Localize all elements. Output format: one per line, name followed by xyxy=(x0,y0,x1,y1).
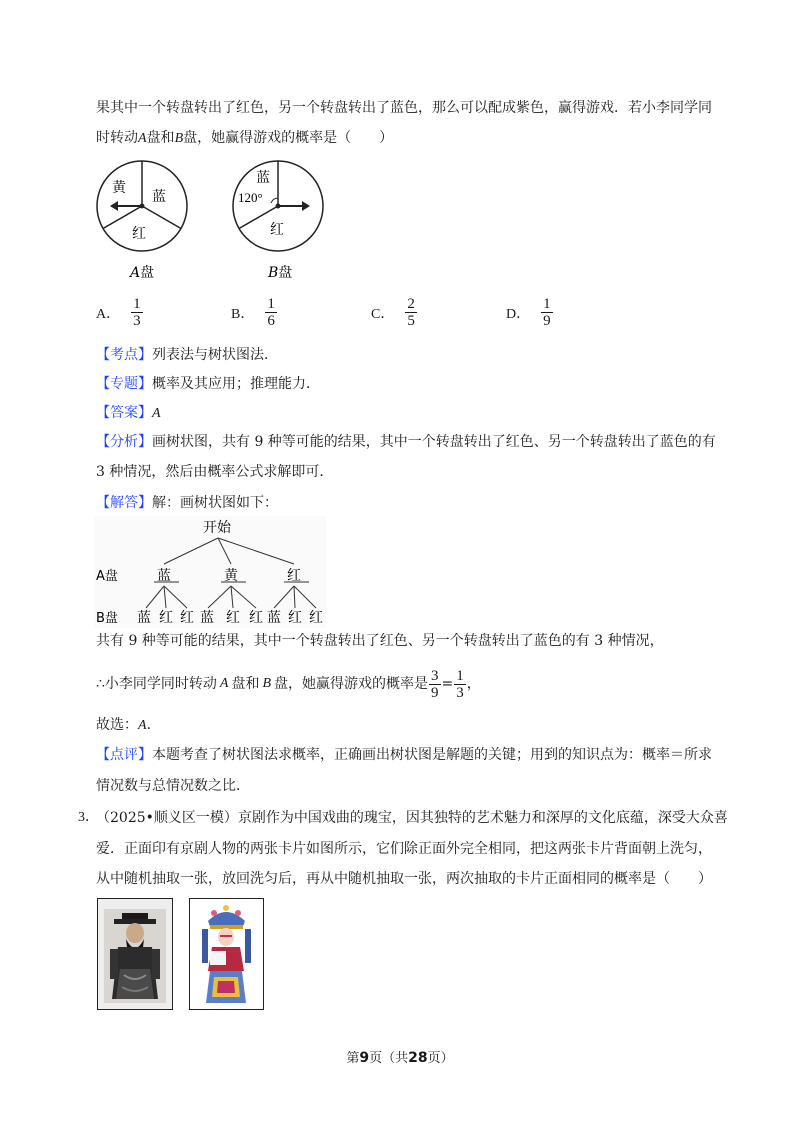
tree-leaf: 蓝 xyxy=(200,610,214,626)
spinner-a-yellow-label: 黄 xyxy=(112,180,126,196)
jieda-tag: 【解答】 xyxy=(96,495,152,511)
spinner-a-caption-text: 盘 xyxy=(140,265,155,281)
stem-text: 盘和 xyxy=(146,130,175,146)
conclusion-letter-b: B xyxy=(262,676,272,691)
footer-page-number: 9 xyxy=(359,1050,370,1066)
equals-sign: = xyxy=(441,676,454,692)
problem2-stem-line1: 果其中一个转盘转出了红色，另一个转盘转出了蓝色，那么可以配成紫色，赢得游戏．若小李同学同 xyxy=(96,100,712,116)
tree-level1-node: 红 xyxy=(287,568,301,584)
guxuan-line xyxy=(96,715,161,736)
footer-total-pages: 28 xyxy=(408,1050,428,1066)
option-fraction: $\frac{1}{9}$ xyxy=(543,296,551,329)
fenxi-line2: 3 种情况，然后由概率公式求解即可． xyxy=(96,464,334,480)
stem-letter-a: A xyxy=(138,131,147,146)
conclusion-line xyxy=(96,664,481,704)
spinner-b-caption xyxy=(267,265,292,281)
tree-root: 开始 xyxy=(203,520,231,536)
tree-row-b-label: B盘 xyxy=(96,611,118,626)
problem3-line3: 从中随机抽取一张，放回洗匀后，再从中随机抽取一张，两次抽取的卡片正面相同的概率是（ ） xyxy=(96,871,712,887)
fenxi-line1 xyxy=(96,432,716,452)
option-b xyxy=(231,296,278,329)
dianping-tag: 【点评】 xyxy=(96,747,152,763)
footer-text: 第 xyxy=(346,1051,360,1066)
option-label: A． xyxy=(96,306,121,322)
option-label: B． xyxy=(231,306,255,322)
option-fraction: $\frac{2}{5}$ xyxy=(407,296,415,329)
stem-letter-b: B xyxy=(174,131,184,146)
tree-leaf: 红 xyxy=(288,610,302,626)
tree-level1-node: 蓝 xyxy=(157,568,171,584)
result-line: 共有 9 种等可能的结果，其中一个转盘转出了红色、另一个转盘转出了蓝色的有 3 种情况， xyxy=(96,633,664,649)
guxuan-end: ． xyxy=(146,717,161,733)
spinner-b-angle-label: 120° xyxy=(238,190,263,205)
dianping-line2: 情况数与总情况数之比． xyxy=(96,778,250,794)
spinner-a-caption-letter: A xyxy=(130,265,141,281)
spinner-b-caption-text: 盘 xyxy=(278,265,293,281)
conclusion-end: ， xyxy=(466,676,481,692)
spinner-a-blue-label: 蓝 xyxy=(152,189,166,205)
daan-text: A xyxy=(152,406,161,421)
opera-card-2 xyxy=(189,898,264,1010)
jieda-text: 解：画树状图如下： xyxy=(152,495,278,511)
daan-line xyxy=(96,403,161,424)
spinner-a-caption xyxy=(128,265,154,281)
problem2-stem-line2 xyxy=(96,128,393,149)
opera-figure-1-image xyxy=(98,899,172,1009)
problem3-line2: 爱．正面印有京剧人物的两张卡片如图所示，它们除正面外完全相同，把这两张卡片背面朝上洗匀， xyxy=(96,841,712,857)
tree-leaf: 蓝 xyxy=(267,610,281,626)
problem3-number: 3． xyxy=(78,810,99,825)
tree-diagram xyxy=(94,516,326,628)
dianping-line1 xyxy=(96,745,712,765)
dianping-text: 本题考查了树状图法求概率，正确画出树状图是解题的关键；用到的知识点为：概率＝所求 xyxy=(152,747,712,763)
tree-leaf: 红 xyxy=(309,610,323,626)
footer-text: 页） xyxy=(427,1051,454,1066)
option-fraction: $\frac{1}{3}$ xyxy=(133,296,141,329)
opera-card-1 xyxy=(97,898,173,1010)
footer-text: 页（共 xyxy=(369,1051,409,1066)
spinner-b-caption-letter: B xyxy=(268,265,279,281)
tree-leaf: 蓝 xyxy=(137,610,151,626)
tree-leaf: 红 xyxy=(180,610,194,626)
daan-tag: 【答案】 xyxy=(96,405,152,421)
tree-row-a-label: A盘 xyxy=(96,569,118,584)
opera-figure-2-image xyxy=(190,899,263,1009)
zhuanti-tag: 【专题】 xyxy=(96,376,152,392)
fenxi-text: 画树状图，共有 9 种等可能的结果，其中一个转盘转出了红色、另一个转盘转出了蓝色的有 xyxy=(152,434,716,450)
tree-leaf: 红 xyxy=(249,610,263,626)
option-label: C． xyxy=(371,306,395,322)
kaodian-line xyxy=(96,345,278,365)
option-a xyxy=(96,296,144,329)
guxuan-answer: A xyxy=(138,718,147,733)
option-label: D． xyxy=(506,306,531,322)
tree-level1-node: 黄 xyxy=(224,568,238,584)
conclusion-fraction-2: $\frac{1}{3}$ xyxy=(456,667,464,701)
fenxi-tag: 【分析】 xyxy=(96,434,152,450)
spinner-b-red-label: 红 xyxy=(270,222,284,238)
tree-leaf: 红 xyxy=(159,610,173,626)
guxuan-text: 故选： xyxy=(96,717,138,733)
conclusion-text: 盘，她赢得游戏的概率是 xyxy=(274,676,429,692)
jieda-line xyxy=(96,493,278,513)
problem3-line1: （2025•顺义区一模）京剧作为中国戏曲的瑰宝，因其独特的艺术魅力和深厚的文化底蕴，深受大众喜 xyxy=(96,810,728,826)
spinner-a-figure xyxy=(94,158,190,282)
option-fraction: $\frac{1}{6}$ xyxy=(267,296,275,329)
spinner-b-blue-label: 蓝 xyxy=(256,170,270,186)
conclusion-letter-a: A xyxy=(219,676,229,691)
stem-text: 时转动 xyxy=(96,130,138,146)
kaodian-text: 列表法与树状图法． xyxy=(152,347,278,363)
option-d xyxy=(506,296,554,329)
spinner-a-center xyxy=(140,204,145,209)
option-c xyxy=(371,296,418,329)
conclusion-fraction-1: $\frac{3}{9}$ xyxy=(431,667,439,701)
tree-leaf: 红 xyxy=(226,610,240,626)
conclusion-text: 盘和 xyxy=(231,676,260,692)
kaodian-tag: 【考点】 xyxy=(96,347,152,363)
conclusion-text: 小李同学同时转动 xyxy=(104,676,217,692)
zhuanti-text: 概率及其应用；推理能力． xyxy=(152,376,320,392)
spinner-a-red-label: 红 xyxy=(132,226,146,242)
spinner-b-center xyxy=(276,204,281,209)
zhuanti-line xyxy=(96,374,320,394)
therefore-symbol: ∴ xyxy=(96,676,105,692)
page-footer xyxy=(0,1047,800,1066)
stem-text: 盘，她赢得游戏的概率是（ ） xyxy=(183,130,394,146)
spinner-b-figure xyxy=(228,158,328,282)
